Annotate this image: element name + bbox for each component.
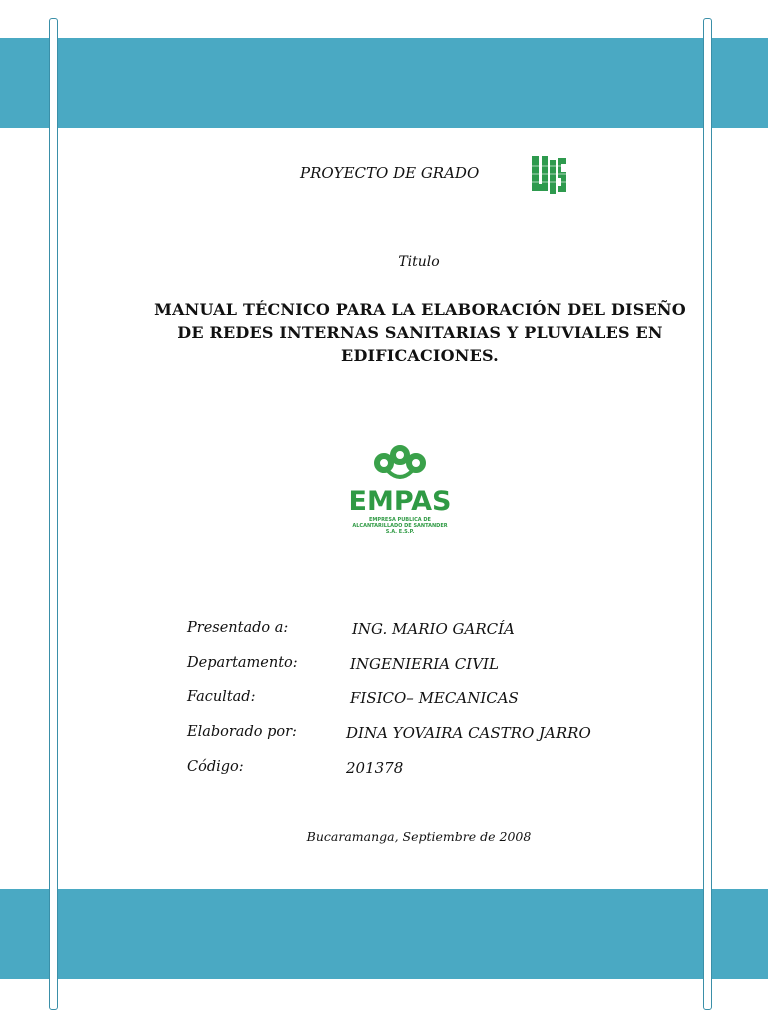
info-label: Presentado a:: [187, 620, 289, 636]
project-type: PROYECTO DE GRADO: [300, 164, 480, 182]
info-value: INGENIERIA CIVIL: [350, 655, 499, 673]
title-label: Titulo: [398, 254, 440, 270]
title-line-3: EDIFICACIONES.: [341, 346, 499, 365]
info-value: FISICO– MECANICAS: [350, 689, 519, 707]
title-line-2: DE REDES INTERNAS SANITARIAS Y PLUVIALES EN: [177, 323, 663, 342]
place-date: Bucaramanga, Septiembre de 2008: [306, 829, 532, 844]
uis-logo: [530, 154, 568, 204]
empas-name: EMPAS: [348, 486, 452, 517]
info-label: Elaborado por:: [187, 724, 297, 740]
footer-band: [0, 889, 768, 979]
empas-sub-2: ALCANTARILLADO DE SANTANDER: [352, 523, 448, 529]
info-label: Departamento:: [187, 655, 298, 671]
header-band: [0, 38, 768, 128]
info-label: Facultad:: [187, 689, 256, 705]
title-line-1: MANUAL TÉCNICO PARA LA ELABORACIÓN DEL DISEÑO: [154, 300, 686, 319]
document-title: [140, 298, 700, 367]
empas-sub-1: EMPRESA PUBLICA DE: [369, 517, 431, 523]
empas-logo: [340, 443, 460, 542]
info-value: ING. MARIO GARCÍA: [352, 620, 515, 638]
right-border-rail: [703, 18, 712, 1010]
info-value: 201378: [346, 759, 404, 777]
empas-sub-3: S.A. E.S.P.: [385, 529, 415, 535]
info-value: DINA YOVAIRA CASTRO JARRO: [346, 724, 591, 742]
left-border-rail: [49, 18, 58, 1010]
info-label: Código:: [187, 759, 244, 775]
